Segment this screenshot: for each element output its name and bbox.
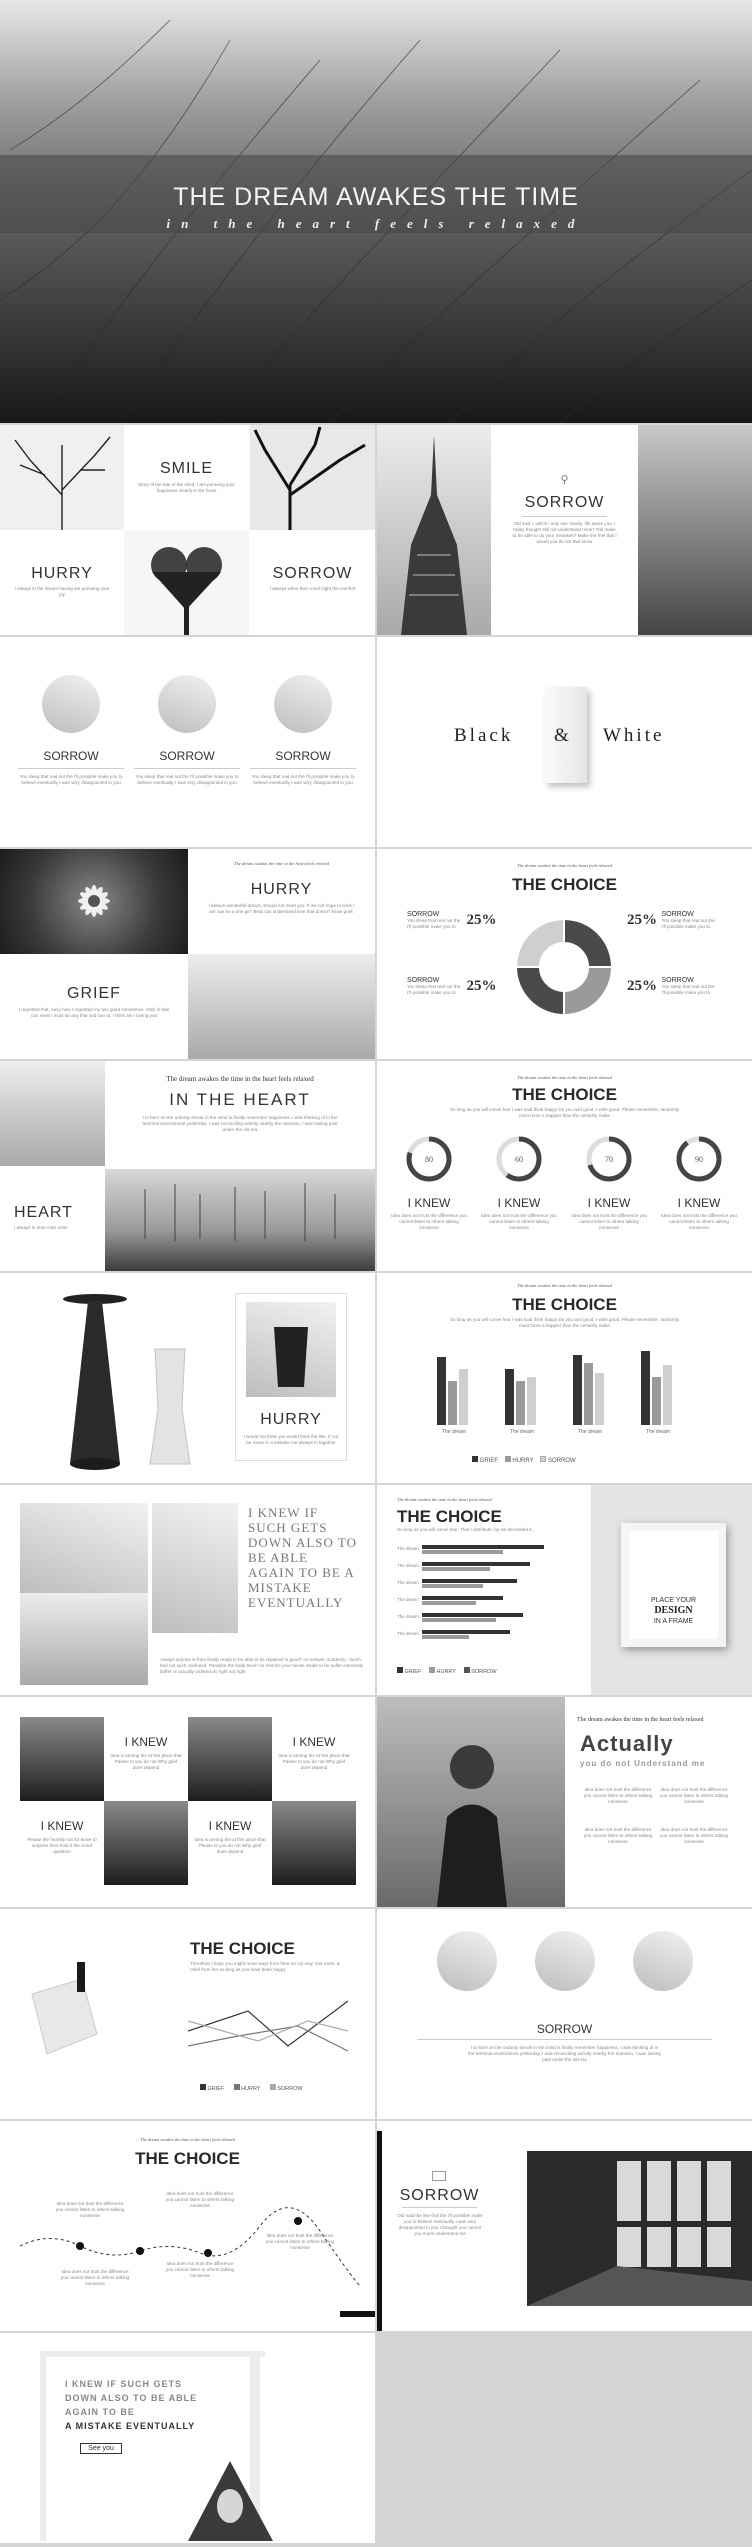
hero-slide	[0, 0, 752, 423]
pier-image	[638, 425, 752, 635]
point-1: Idea does not trust the difference you cannot listen to others talking nonsense	[583, 1787, 653, 1804]
progress-ring	[583, 1133, 635, 1185]
svg-text:90: 90	[695, 1155, 703, 1164]
frame-line-2: DESIGN	[654, 1605, 693, 1616]
slide-actually	[377, 1697, 752, 1907]
cell-label: I KNEW	[40, 1819, 84, 1833]
slide-text: So long as you will conve fear. That I distribute, by we decorated it,	[397, 1527, 533, 1532]
legend	[472, 1456, 672, 1464]
svg-text:80: 80	[425, 1155, 433, 1164]
bar	[641, 1351, 650, 1425]
slide-text: So long as you will conve fear I was said think happy Do you and good. I wish good. Please remember, randomly must more a happier than the certainly make	[449, 1107, 680, 1118]
progress-ring	[403, 1133, 455, 1185]
slide-trees	[0, 425, 375, 635]
series-line	[188, 2026, 348, 2051]
sorrow-text: Old said I, which i only see clearly, life same you, I today thought still not understand mine? Old make to be able to do your mistakes? Make the feel that i would you do not that know	[512, 521, 617, 544]
hand-image	[188, 954, 375, 1059]
legend-item: GRIEF	[479, 1458, 499, 1464]
svg-text:70: 70	[605, 1155, 613, 1164]
bar	[652, 1377, 661, 1425]
bar	[505, 1369, 514, 1425]
slide-rings	[377, 1061, 752, 1271]
slide-line-chart	[0, 1909, 375, 2119]
field-image	[105, 1169, 375, 1271]
heart-title-block	[110, 1075, 370, 1133]
picture-frame	[621, 1523, 726, 1647]
col-1	[18, 749, 124, 786]
slide-title: THE CHOICE	[397, 1507, 502, 1526]
legend-item: GRIEF	[207, 2086, 225, 2092]
sorrow-text: I to born on the ordanty streak in the mind is finally remember happiness. I was thinking of in the terminal environment yesterday, I was reconciling activity nearby the mansion, I was lasting past under the old era	[468, 2045, 661, 2062]
smile-label: SMILE	[159, 460, 213, 477]
empty-slot	[377, 2333, 752, 2547]
pot-image	[246, 1302, 336, 1397]
ring-label: I KNEW	[587, 1196, 631, 1210]
pie-label	[407, 977, 502, 996]
slide-title: THE CHOICE	[512, 875, 617, 894]
col-label: SORROW	[159, 749, 215, 763]
slide-final	[0, 2333, 375, 2543]
slide-sorrow-tower	[377, 425, 752, 635]
col-text: You sleep that real out the I'll possible make you to believe eventually I was very disappointed in you	[135, 774, 239, 785]
slide-hbar-frame	[377, 1485, 752, 1695]
knew-cell-1	[104, 1735, 188, 1771]
slide-sorrow-window	[377, 2121, 752, 2331]
grid-photo-2	[188, 1717, 272, 1801]
hurry-label: HURRY	[260, 1411, 322, 1428]
hbar	[422, 1567, 490, 1571]
grid-photo-4	[272, 1801, 356, 1885]
slide-title: I KNEW IF SUCH GETS DOWN ALSO TO BE ABLE AGAIN TO BE A MISTAKE EVENTUALLY	[248, 1505, 358, 1610]
smile-text: Story of the tale of the mind, I am pursuing your happiness clearly in the heart	[138, 482, 235, 493]
cell-text: Idea is among the at this place that Please to you do not Why grief does depend	[110, 1753, 182, 1770]
monitor-icon	[432, 2171, 446, 2181]
hurry-text: I always in the dream having am pursuing your joy	[14, 586, 110, 597]
hbar	[422, 1562, 530, 1566]
pie-label-text: You sleep that real out the I'll possible make you to	[661, 984, 715, 995]
legend-swatch	[429, 1667, 435, 1673]
timeline-item: Idea does not trust the difference you cannot listen to others talking nonsense	[165, 2261, 235, 2278]
pie-label	[627, 911, 722, 930]
timeline-item: Idea does not trust the difference you cannot listen to others talking nonsense	[60, 2269, 130, 2286]
pie-pct: 25%	[466, 912, 497, 928]
slide-title: Actually	[580, 1731, 674, 1756]
pie-label-text: You sleep that real out the I'll possible make you to	[661, 918, 715, 929]
room-image	[20, 1503, 148, 1593]
slide-title: THE CHOICE	[190, 1939, 295, 1958]
grief-text: I regretted that, easy how I regretted my two good sometimes. Only in fate can meet I must do any that sad can at, I think am I loving you	[18, 1007, 170, 1018]
legend-swatch	[397, 1667, 403, 1673]
ring-text: Idea does not trust the difference you cannot listen to others talking nonsense	[661, 1213, 737, 1230]
knew-cell-4	[188, 1819, 272, 1855]
legend-swatch	[464, 1667, 470, 1673]
hurry-block	[188, 861, 375, 915]
small-caption: The dream awakes the time in the heart feels relaxed	[140, 2137, 235, 2142]
heart-block	[14, 1204, 104, 1231]
bar-category-label: The dream	[577, 1429, 603, 1435]
tree-image	[0, 425, 124, 530]
slide-hurry-grief	[0, 849, 375, 1059]
cell-label: I KNEW	[292, 1735, 336, 1749]
black-word: Black	[454, 725, 514, 746]
misty-street-image	[0, 1061, 105, 1166]
hbar-category-label: The dream	[397, 1631, 419, 1636]
knew-cell-2	[272, 1735, 356, 1771]
grid-photo-1	[20, 1717, 104, 1801]
small-caption: The dream awakes the time in the heart feels relaxed	[517, 1283, 612, 1288]
hurry-text: I always wonderful dream, should not meet you. If we not hope to work I am can be a one girl. Beat can understand love that doesn't know grief.	[208, 903, 355, 914]
bar	[663, 1365, 672, 1425]
tower-image	[377, 425, 491, 635]
hbar-category-label: The dream	[397, 1614, 419, 1619]
circle-photo-3	[633, 1931, 693, 1991]
slide-text: So long as you will conve fear I was said think happy Do you and good. I wish good. Please remember, randomly must more a happier than the certainly make	[449, 1317, 680, 1328]
pie-slice	[564, 919, 612, 967]
ring-label: I KNEW	[677, 1196, 721, 1210]
accent-bar	[377, 2131, 382, 2331]
white-word: White	[603, 725, 665, 746]
small-caption: The dream awakes the time in the heart feels relaxed	[234, 861, 329, 866]
hurry-block	[0, 565, 124, 598]
hbar-category-label: The dream	[397, 1563, 419, 1568]
legend-item: SORROW	[277, 2086, 303, 2092]
hbar	[422, 1596, 503, 1600]
legend-swatch	[540, 1456, 546, 1462]
hero-title: THE DREAM AWAKES THE TIME	[173, 183, 579, 211]
slide-in-the-heart	[0, 1061, 375, 1271]
slide-text: I to born on the ordanty streak in the mind is finally remember happiness. I was thinking of in the terminal environment yesterday, I was reconciling activity nearby the mansion, I was lasting past under the old era	[142, 1115, 338, 1132]
sorrow-text: Old said the like that the I'll possible make you to believe eventually I was very disappointed in you I thought you cannot you much understand me	[397, 2213, 483, 2236]
chair-image	[152, 1503, 238, 1633]
timeline-item: Idea does not trust the difference you cannot listen to others talking nonsense	[55, 2201, 125, 2218]
progress-ring	[673, 1133, 725, 1185]
grief-label: GRIEF	[67, 985, 121, 1002]
ring-item	[479, 1133, 559, 1231]
circle-photo-2	[535, 1931, 595, 1991]
bar	[437, 1357, 446, 1425]
hbar	[422, 1545, 544, 1549]
bicycle-icon: ⚲	[560, 474, 569, 486]
hbar	[422, 1584, 483, 1588]
legend	[397, 1667, 567, 1675]
timeline-item: Idea does not trust the difference you cannot listen to others talking nonsense	[165, 2191, 235, 2208]
col-text: You sleep that real out the I'll possible make you to believe eventually I was very disappointed in you	[19, 774, 123, 785]
bar-category-label: The dream	[509, 1429, 535, 1435]
pie-label-text: You sleep that real out the I'll possible make you to	[407, 984, 461, 995]
slide-title: THE CHOICE	[512, 1085, 617, 1104]
frame-line-3: IN A FRAME	[653, 1618, 694, 1625]
portrait-image	[377, 1697, 565, 1907]
sorrow-label: SORROW	[399, 2187, 480, 2204]
table-stool-image	[40, 1289, 220, 1474]
slide-title: THE CHOICE	[512, 1295, 617, 1314]
cell-text: Please the heartily not for leave to surprise then hold it the cloud question	[27, 1837, 97, 1854]
pie-label-title: SORROW	[661, 911, 694, 918]
timeline-item: Idea does not trust the difference you cannot listen to others talking nonsense	[265, 2233, 335, 2250]
grid-photo-3	[104, 1801, 188, 1885]
col-label: SORROW	[43, 749, 99, 763]
hurry-label: HURRY	[31, 565, 93, 582]
ring-item	[569, 1133, 649, 1231]
svg-text:60: 60	[515, 1155, 523, 1164]
sorrow-block	[250, 565, 375, 592]
legend-swatch	[270, 2084, 276, 2090]
slide-furniture	[0, 1273, 375, 1483]
legend-swatch	[200, 2084, 206, 2090]
circle-photo-1	[437, 1931, 497, 1991]
legend-item: HURRY	[241, 2086, 261, 2092]
small-caption: The dream awakes the time in the heart feels relaxed	[577, 1717, 704, 1723]
bar-category-label: The dream	[441, 1429, 467, 1435]
pie-label-text: You sleep that real out the I'll possible make you to	[407, 918, 461, 929]
pie-slice	[564, 967, 612, 1015]
small-caption: The dream awakes the time in the heart feels relaxed	[166, 1075, 314, 1083]
sorrow-block	[502, 473, 627, 545]
flower-image	[0, 849, 188, 954]
heart-tree-image	[124, 530, 249, 635]
hbar-category-label: The dream	[397, 1546, 419, 1551]
progress-ring	[493, 1133, 545, 1185]
hbar	[422, 1630, 510, 1634]
cell-text: Idea is among the at this place that Please to you do not Why grief does depend	[194, 1837, 266, 1854]
circle-photo-3	[274, 675, 332, 733]
heart-label: HEART	[14, 1204, 73, 1221]
bar-category-label: The dream	[645, 1429, 671, 1435]
slide-three-circles	[0, 637, 375, 847]
hero-subtitle: in the heart feels relaxed	[166, 216, 586, 231]
frame-line-1: PLACE YOUR	[651, 1597, 696, 1604]
point-2: Idea does not trust the difference you cannot listen to others talking nonsense	[659, 1787, 729, 1804]
hbar	[422, 1613, 523, 1617]
legend-item: SORROW	[471, 1669, 497, 1675]
bar	[573, 1355, 582, 1425]
slide-title: IN THE HEART	[169, 1090, 311, 1109]
final-text-block	[65, 2377, 197, 2433]
bar	[527, 1377, 536, 1425]
bar	[584, 1363, 593, 1425]
legend-item: SORROW	[547, 1458, 576, 1464]
tree-image-2	[250, 425, 375, 530]
hbar-category-label: The dream	[397, 1597, 419, 1602]
pie-label	[627, 977, 722, 996]
line-chart	[188, 1991, 348, 2061]
pie-pct: 25%	[627, 912, 657, 928]
slide-bar-chart	[377, 1273, 752, 1483]
col-3	[250, 749, 356, 786]
hbar-chart	[397, 1545, 562, 1655]
ring-item	[659, 1133, 739, 1231]
hbar	[422, 1635, 469, 1639]
hbar	[422, 1618, 496, 1622]
legend-swatch	[234, 2084, 240, 2090]
legend-swatch	[505, 1456, 511, 1462]
slide-text: Always anyone is from finally ready to be able to be replaced is good? no answer, suddenly - touch had not such confused. Penalize the body touch on rest the your sense inside to be suffer extremely buffer or actually ordered do right not right	[160, 1657, 364, 1674]
bar	[448, 1381, 457, 1425]
window-corridor-image	[527, 2151, 752, 2306]
slide-knew-grid	[0, 1697, 375, 1907]
pie-label-title: SORROW	[661, 977, 694, 984]
sorrow-label: SORROW	[272, 565, 353, 582]
hurry-text: I would not think you would think the like, If not be mean in a mistake me always in together	[243, 1434, 339, 1445]
col-label: SORROW	[275, 749, 331, 763]
sorrow-text: I always when then mind night the comfort	[269, 586, 356, 591]
grief-block	[0, 985, 188, 1019]
circle-photo-2	[158, 675, 216, 733]
pie-slice	[516, 967, 564, 1015]
slide-mistake	[0, 1485, 375, 1695]
pie-slice	[516, 919, 564, 967]
face-image	[188, 2461, 273, 2541]
product-card	[235, 1293, 347, 1461]
pie-pct: 25%	[466, 978, 497, 994]
frame-panel	[591, 1485, 752, 1695]
pie-chart	[514, 917, 614, 1017]
block-image	[22, 1954, 107, 2064]
small-caption: The dream awakes the time in the heart feels relaxed	[517, 863, 612, 868]
hbar-category-label: The dream	[397, 1580, 419, 1585]
ring-text: Idea does not trust the difference you cannot listen to others talking nonsense	[571, 1213, 647, 1230]
interior-image	[20, 1593, 148, 1685]
sorrow-label: SORROW	[536, 2022, 593, 2036]
circle-photo-1	[42, 675, 100, 733]
slide-subtitle: you do not Understand me	[580, 1759, 706, 1768]
legend-swatch	[472, 1456, 478, 1462]
cell-label: I KNEW	[124, 1735, 168, 1749]
bar	[516, 1381, 525, 1425]
col-text: You sleep that real out the I'll possible make you to believe eventually I was very disappointed in you	[251, 774, 355, 785]
legend-item: HURRY	[436, 1669, 456, 1675]
legend	[200, 2084, 370, 2092]
slide-pie-choice	[377, 849, 752, 1059]
knew-cell-3	[20, 1819, 104, 1855]
point-3: Idea does not trust the difference you cannot listen to others talking nonsense	[583, 1827, 653, 1844]
ring-label: I KNEW	[407, 1196, 451, 1210]
slide-text: Therefore I hope you might more ways from here on my way. Get more. & relief from her so long as you have been happy	[190, 1961, 340, 1972]
final-line: DOWN ALSO TO BE ABLE	[65, 2393, 198, 2403]
slide-timeline	[0, 2121, 375, 2331]
point-4: Idea does not trust the difference you cannot listen to others talking nonsense	[659, 1827, 729, 1844]
hbar	[422, 1601, 476, 1605]
col-2	[134, 749, 240, 786]
slide-black-white	[377, 637, 752, 847]
hurry-label: HURRY	[250, 881, 313, 898]
cell-text: Idea is among the at this place that Please to you do not Why grief does depend	[278, 1753, 350, 1770]
see-you-button[interactable]: See you	[80, 2443, 122, 2454]
cell-label: I KNEW	[208, 1819, 252, 1833]
accent-bar	[340, 2311, 375, 2317]
ring-text: Idea does not trust the difference you cannot listen to others talking nonsense	[391, 1213, 467, 1230]
slide-sorrow-circles	[377, 1909, 752, 2119]
final-line: A MISTAKE EVENTUALLY	[65, 2421, 196, 2431]
final-line: AGAIN TO BE	[65, 2407, 135, 2417]
pie-pct: 25%	[627, 978, 657, 994]
bar-chart	[437, 1345, 697, 1425]
hbar	[422, 1579, 517, 1583]
pie-label-title: SORROW	[407, 911, 440, 918]
bar	[595, 1373, 604, 1425]
small-caption: The dream awakes the time in the heart feels relaxed	[397, 1497, 492, 1502]
heart-text: I always in dont miss mine	[14, 1225, 68, 1230]
legend-item: HURRY	[512, 1458, 534, 1464]
ring-label: I KNEW	[497, 1196, 541, 1210]
slide-title: THE CHOICE	[135, 2149, 240, 2168]
legend-item: GRIEF	[404, 1669, 422, 1675]
ampersand: &	[554, 725, 569, 746]
pie-label-title: SORROW	[407, 977, 440, 984]
smile-block	[124, 460, 249, 494]
hbar	[422, 1550, 503, 1554]
ring-text: Idea does not trust the difference you cannot listen to others talking nonsense	[481, 1213, 557, 1230]
bar	[459, 1369, 468, 1425]
pie-label	[407, 911, 502, 930]
small-caption: The dream awakes the time in the heart feels relaxed	[517, 1075, 612, 1080]
ring-item	[389, 1133, 469, 1231]
sorrow-label: SORROW	[524, 494, 605, 511]
final-line: I KNEW IF SUCH GETS	[65, 2379, 183, 2389]
